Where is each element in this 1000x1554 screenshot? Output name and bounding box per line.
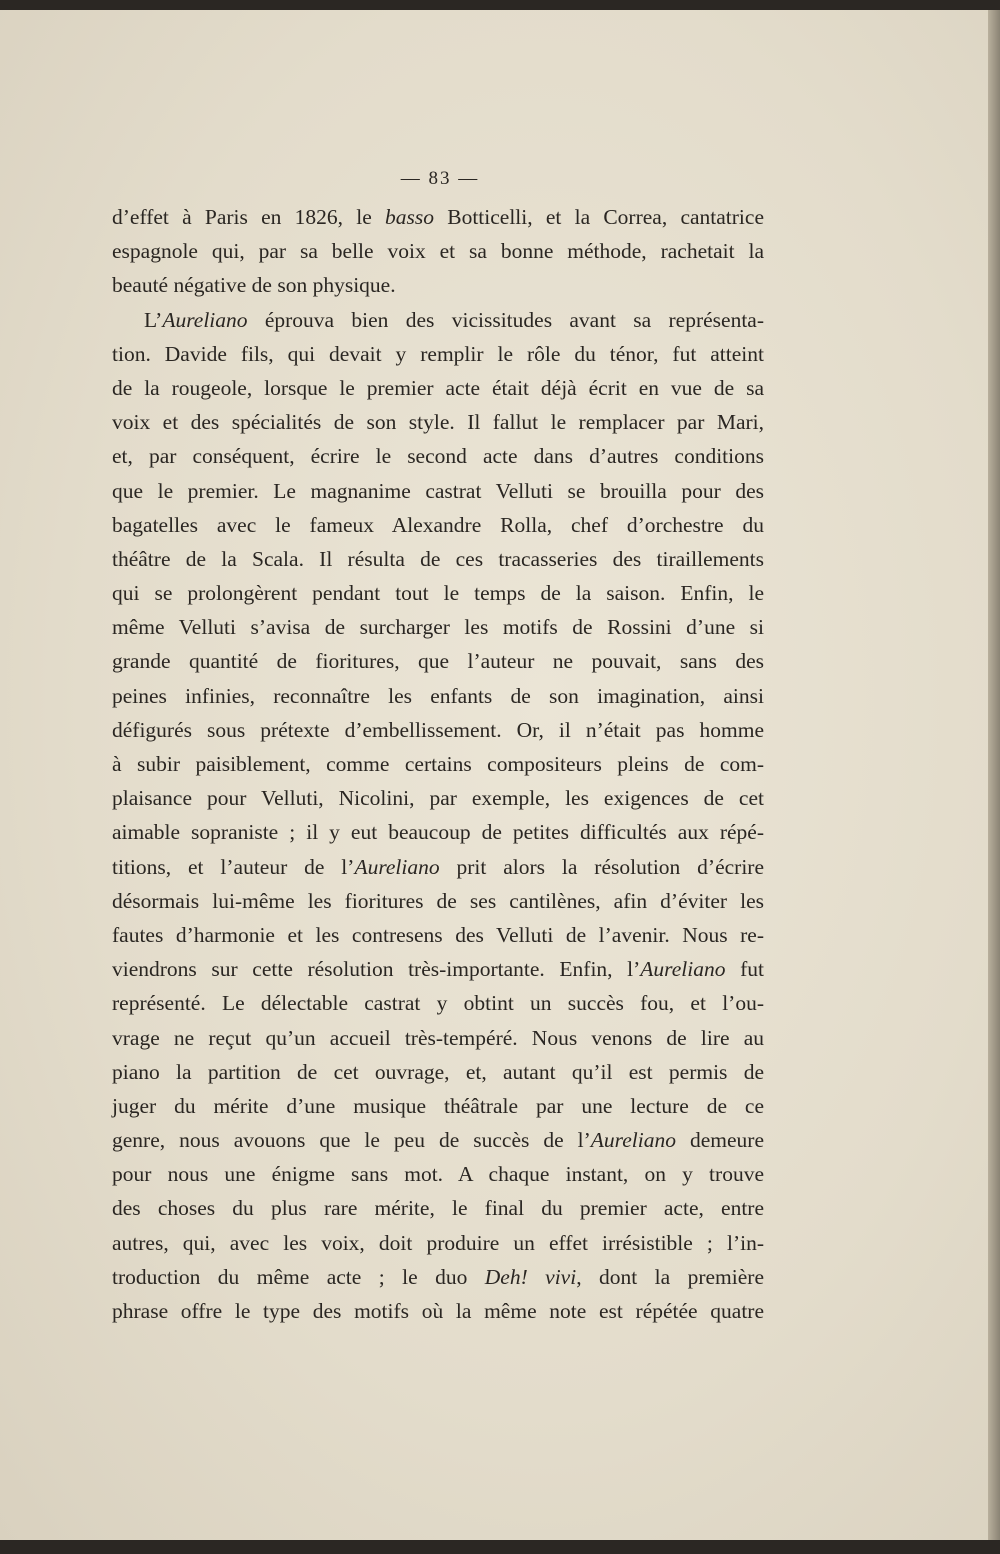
text-run: défigurés sous prétexte d’embellissement. Or, il n’était pas homme [112, 717, 764, 742]
text-run: fut [725, 957, 764, 982]
text-line [112, 508, 764, 542]
italic-title: Aureliano [640, 957, 726, 982]
text-run: juger du mérite d’une musique théâtrale par une lecture de ce [112, 1093, 764, 1118]
text-line [112, 918, 764, 952]
text-run: Botticelli, et la Correa, cantatrice [434, 205, 764, 229]
text-run: d’effet à Paris en 1826, le [112, 205, 386, 229]
page-edge [988, 10, 1000, 1540]
text-line [112, 815, 764, 849]
text-line [112, 303, 764, 337]
text-run: vrage ne reçut qu’un accueil très-tempéré. Nous venons de lire au [112, 1025, 764, 1050]
text-line [112, 1157, 764, 1191]
text-run: aimable sopraniste ; il y eut beaucoup de petites difficultés aux répé- [112, 820, 764, 845]
text-line [112, 952, 764, 986]
italic-title: Aureliano [354, 854, 440, 879]
text-run: plaisance pour Velluti, Nicolini, par exemple, les exigences de cet [112, 786, 764, 811]
text-line [112, 1294, 764, 1328]
text-run: troduction du même acte ; le duo [112, 1264, 485, 1289]
text-run: genre, nous avouons que le peu de succès de l’ [112, 1128, 591, 1153]
text-run: demeure [675, 1128, 764, 1153]
text-line [112, 371, 764, 405]
text-line [112, 884, 764, 918]
italic-title: Aureliano [590, 1128, 676, 1153]
text-run: éprouva bien des vicissitudes avant sa représenta- [247, 307, 764, 332]
text-run: piano la partition de cet ouvrage, et, autant qu’il est permis de [112, 1059, 764, 1084]
text-run: autres, qui, avec les voix, doit produire un effet irrésistible ; l’in- [112, 1230, 764, 1255]
text-run: voix et des spécialités de son style. Il fallut le remplacer par Mari, [112, 410, 764, 435]
text-line [112, 542, 764, 576]
text-run: grande quantité de fioritures, que l’auteur ne pouvait, sans des [112, 649, 764, 674]
text-run: qui se prolongèrent pendant tout le temps de la saison. Enfin, le [112, 581, 764, 606]
text-run: beauté négative de son physique. [112, 273, 396, 298]
text-line [112, 1123, 764, 1157]
text-line [112, 679, 764, 713]
text-run: que le premier. Le magnanime castrat Velluti se brouilla pour des [112, 478, 764, 503]
text-run: viendrons sur cette résolution très-importante. Enfin, l’ [112, 957, 641, 982]
italic-title: Aureliano [162, 307, 248, 332]
text-run: L’ [144, 307, 163, 332]
text-line [112, 200, 764, 234]
text-line [112, 1260, 764, 1294]
text-run: de la rougeole, lorsque le premier acte était déjà écrit en vue de sa [112, 375, 764, 400]
italic-title: basso [385, 205, 434, 229]
text-line [112, 1021, 764, 1055]
text-run: et, par conséquent, écrire le second acte dans d’autres conditions [112, 444, 764, 469]
text-line [112, 474, 764, 508]
italic-title: Deh! vivi [484, 1264, 577, 1289]
body-text [112, 200, 764, 1328]
text-line [112, 781, 764, 815]
text-run: prit alors la résolution d’écrire [439, 854, 764, 879]
text-run: pour nous une énigme sans mot. A chaque instant, on y trouve [112, 1162, 764, 1187]
text-line [112, 439, 764, 473]
text-line [112, 1055, 764, 1089]
text-line [112, 576, 764, 610]
text-line [112, 986, 764, 1020]
text-run: fautes d’harmonie et les contresens des Velluti de l’avenir. Nous re- [112, 922, 764, 947]
text-line [112, 850, 764, 884]
text-run: tion. Davide fils, qui devait y remplir le rôle du ténor, fut atteint [112, 341, 764, 366]
text-run: titions, et l’auteur de l’ [112, 854, 355, 879]
text-run: , dont la première [576, 1264, 764, 1289]
text-line [112, 268, 764, 302]
text-line [112, 337, 764, 371]
text-run: représenté. Le délectable castrat y obtint un succès fou, et l’ou- [112, 991, 764, 1016]
text-line [112, 234, 764, 268]
text-run: phrase offre le type des motifs où la même note est répétée quatre [112, 1299, 764, 1323]
text-run: des choses du plus rare mérite, le final du premier acte, entre [112, 1196, 764, 1221]
text-run: bagatelles avec le fameux Alexandre Rolla, chef d’orchestre du [112, 512, 764, 537]
page-number: — 83 — [400, 168, 480, 189]
text-line [112, 1191, 764, 1225]
text-line [112, 644, 764, 678]
text-run: à subir paisiblement, comme certains compositeurs pleins de com- [112, 752, 764, 776]
text-line [112, 610, 764, 644]
text-line [112, 1226, 764, 1260]
text-run: désormais lui-même les fioritures de ses cantilènes, afin d’éviter les [112, 888, 764, 913]
text-run: même Velluti s’avisa de surcharger les motifs de Rossini d’une si [112, 615, 764, 640]
text-line [112, 405, 764, 439]
text-run: peines infinies, reconnaître les enfants de son imagination, ainsi [112, 683, 764, 708]
text-run: espagnole qui, par sa belle voix et sa bonne méthode, rachetait la [112, 239, 764, 264]
text-line [112, 713, 764, 747]
text-line [112, 1089, 764, 1123]
text-line [112, 747, 764, 781]
text-run: théâtre de la Scala. Il résulta de ces tracasseries des tiraillements [112, 546, 764, 571]
